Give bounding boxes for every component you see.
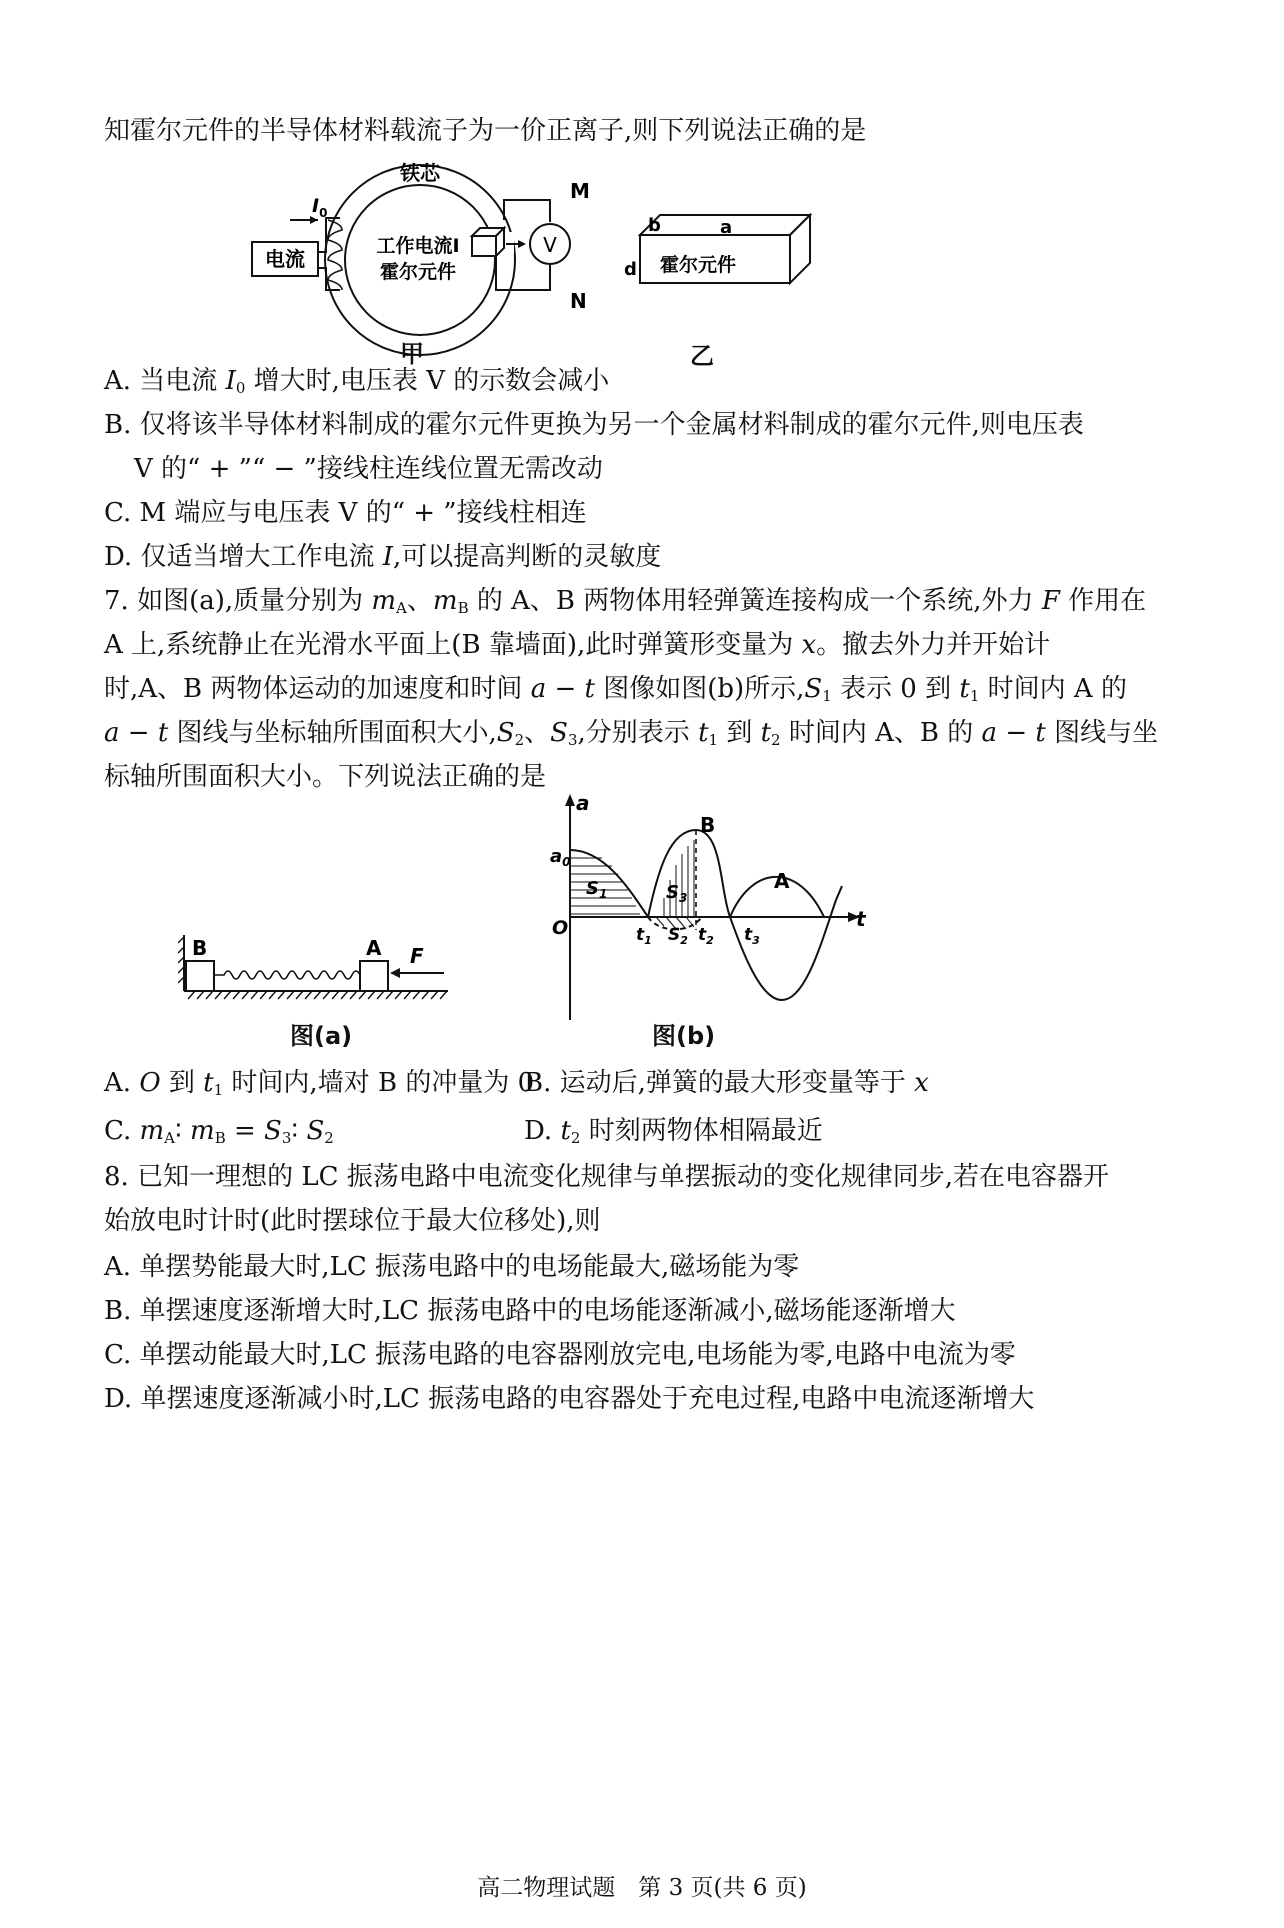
caption-fig-b: 图(b) [652,1022,716,1050]
t1-label: $t_1$ [636,925,652,947]
source-label: 电流 [265,247,305,271]
floor-hatch-line [260,991,267,999]
q7-stem-line4: a − t 图线与坐标轴所围面积大小$,S_2$、$S_3$,分别表示 $t_1$ 到 $t_2$ 时间内 A、B 的 a − t 图线与坐 [104,718,1159,749]
block-a [360,961,388,991]
floor-hatch-line [332,991,339,999]
q7-stem-line2: A 上,系统静止在光滑水平面上(B 靠墙面),此时弹簧形变量为 x。撤去外力并开始计 [104,630,1051,660]
q7-stem-line1: 7. 如图(a),质量分别为 $m_A$、$m_B$ 的 A、B 两物体用轻弹簧连接构成一个系统,外力 F 作用在 [104,586,1147,617]
core-outer [325,165,515,355]
q6-option-b-line1: B. 仅将该半导体材料制成的霍尔元件更换为另一个金属材料制成的霍尔元件,则电压表 [104,410,1084,440]
floor-hatch-line [404,991,411,999]
area-s1 [570,858,640,914]
q8-stem-line2: 始放电时计时(此时摆球位于最大位移处),则 [104,1206,601,1236]
floor-hatch-line [233,991,240,999]
floor-hatch-line [359,991,366,999]
floor-hatch-line [431,991,438,999]
axis-a-label: a [576,791,590,815]
q8-option-d: D. 单摆速度逐渐减小时,LC 振荡电路的电容器处于充电过程,电路中电流逐渐增大 [104,1384,1035,1414]
n-terminal: N [570,289,587,313]
floor-hatch-line [440,991,447,999]
floor-hatch-line [377,991,384,999]
floor-hatch-line [269,991,276,999]
q7-option-d: D. $t_2$ 时刻两物体相隔最近 [524,1116,823,1147]
figure-a-spring [178,925,458,1005]
m-terminal: M [570,179,590,203]
block-b [186,961,214,991]
q8-option-c: C. 单摆动能最大时,LC 振荡电路的电容器刚放完电,电场能为零,电路中电流为零 [104,1340,1016,1370]
floor-hatch-line [341,991,348,999]
core-label: 铁芯 [400,161,440,185]
axis-t-label: t [856,907,866,931]
q7-stem-line5: 标轴所围面积大小。下列说法正确的是 [104,762,547,792]
q8-option-a: A. 单摆势能最大时,LC 振荡电路中的电场能最大,磁场能为零 [104,1252,800,1282]
q8-option-b: B. 单摆速度逐渐增大时,LC 振荡电路中的电场能逐渐减小,磁场能逐渐增大 [104,1296,956,1326]
floor-hatch-line [386,991,393,999]
curve-b-label: B [700,813,716,837]
s3-label: $S_3$ [666,882,688,905]
hall-label: 霍尔元件 [379,261,457,283]
label-f: F [410,944,424,968]
curve-a-label: A [774,869,790,893]
edge-a: a [720,217,733,238]
caption-jia: 甲 [400,340,424,368]
q7-option-b: B. 运动后,弹簧的最大形变量等于 x [524,1068,929,1098]
floor-hatch-line [305,991,312,999]
floor-hatch-line [224,991,231,999]
t3-label: $t_3$ [744,925,760,947]
spring [214,971,360,979]
label-b: B [192,936,208,960]
figure-b-at-graph [530,790,880,1030]
floor-hatch-line [287,991,294,999]
floor-hatch-line [206,991,213,999]
a0-label: $a_0$ [550,846,571,869]
floor-hatch-line [215,991,222,999]
origin-label: O [552,917,569,939]
intro-text: 知霍尔元件的半导体材料载流子为一价正离子,则下列说法正确的是 [104,116,867,146]
floor-hatch-line [188,991,195,999]
curve-b [648,830,842,1000]
floor-hatch-line [350,991,357,999]
q6-option-d: D. 仅适当增大工作电流 I,可以提高判断的灵敏度 [104,542,662,572]
floor-hatch-line [251,991,258,999]
q8-stem-line1: 8. 已知一理想的 LC 振荡电路中电流变化规律与单摆振动的变化规律同步,若在电容器开 [104,1162,1110,1192]
q7-stem-line3: 时,A、B 两物体运动的加速度和时间 a − t 图像如图(b)所示$,S_1$ 表示 0 到 $t_1$ 时间内 A 的 [104,674,1127,705]
floor-hatch-line [197,991,204,999]
s1-label: $S_1$ [586,878,608,901]
floor-hatch-line [323,991,330,999]
box-label: 霍尔元件 [659,254,737,276]
page-footer: 高二物理试题 第 3 页(共 6 页) [477,1875,807,1901]
floor-hatch-line [395,991,402,999]
floor-hatch-line [422,991,429,999]
floor-hatch-line [368,991,375,999]
edge-b: b [648,215,661,236]
q7-option-c: C. $m_A∶$ $m_B$ = $S_3∶$ $S_2$ [104,1116,334,1147]
caption-fig-a: 图(a) [290,1022,353,1050]
caption-yi: 乙 [690,342,714,370]
s2-label: $S_2$ [668,925,688,947]
edge-d: d [624,259,637,280]
floor-hatch-line [242,991,249,999]
core-inner [345,185,495,335]
q6-option-c: C. M 端应与电压表 V 的“ + ”接线柱相连 [104,498,587,528]
q6-option-a: A. 当电流 $I_0$ 增大时,电压表 V 的示数会减小 [104,366,610,397]
floor-hatch-line [314,991,321,999]
curve-a-start [570,850,648,917]
label-a: A [366,936,382,960]
floor-hatch-line [278,991,285,999]
voltmeter-label: V [543,233,557,257]
q6-option-b-line2: V 的“ + ”“ − ”接线柱连线位置无需改动 [134,454,603,484]
work-current-label: 工作电流I [376,235,460,257]
figure-hall-box [620,205,820,295]
t2-label: $t_2$ [698,925,714,947]
hall-element [472,228,504,256]
floor-hatch-line [296,991,303,999]
floor-hatch-line [413,991,420,999]
i0-label: $I_0$ [312,195,328,220]
q7-option-a: A. O 到 $t_1$ 时间内,墙对 B 的冲量为 0 [104,1068,535,1099]
